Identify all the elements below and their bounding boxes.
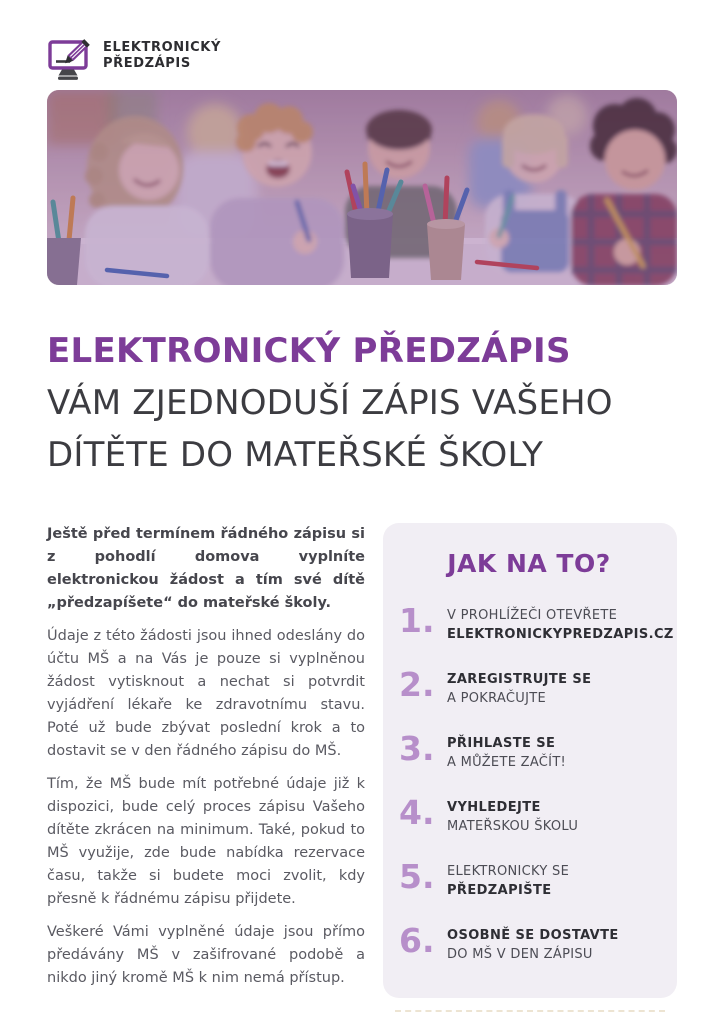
paragraph-2: Údaje z této žádosti jsou ihned odeslány do účtu MŠ a na Vás je pouze si vyplněnou žádost vytisknout a nechat si potvrdit vyjádření lékaře ke zdravotnímu stavu. Poté už bude zbývat poslední krok a to dostavit se v den řádného zápisu do MŠ. <box>47 628 365 759</box>
step-text <box>447 924 619 964</box>
howto-step-5 <box>399 857 659 900</box>
hero-children-photo <box>47 90 677 285</box>
step-line-emphasis: ELEKTRONICKYPREDZAPIS.CZ <box>447 627 674 642</box>
howto-step-1 <box>399 601 674 644</box>
step-line: V PROHLÍŽEČI OTEVŘETE <box>447 608 618 623</box>
step-line: MATEŘSKOU ŠKOLU <box>447 819 579 834</box>
step-line-emphasis: VYHLEDEJTE <box>447 800 541 815</box>
step-text <box>447 860 569 900</box>
headline <box>47 325 677 481</box>
main-content <box>47 523 677 1012</box>
step-line: A MŮŽETE ZAČÍT! <box>447 755 567 770</box>
step-text <box>447 796 578 836</box>
step-number: 3. <box>399 729 435 768</box>
step-number: 2. <box>399 665 435 704</box>
step-line: DO MŠ V DEN ZÁPISU <box>447 947 593 962</box>
howto-step-6 <box>399 921 659 964</box>
howto-step-3 <box>399 729 659 772</box>
paragraph-4: Veškeré Vámi vyplněné údaje jsou přímo předávány MŠ v zašifrované podobě a nikdo jiný kromě MŠ k nim nemá přístup. <box>47 924 365 986</box>
logo-text-line1: ELEKTRONICKÝ <box>103 40 221 55</box>
step-line-emphasis: OSOBNĚ SE DOSTAVTE <box>447 928 619 943</box>
step-text <box>447 668 591 708</box>
headline-line3: DÍTĚTE DO MATEŘSKÉ ŠKOLY <box>47 435 544 475</box>
intro-paragraph: Ještě před termínem řádného zápisu si z pohodlí domova vyplníte elektronickou žádost a tím své dítě „předzapíšete“ do mateřské školy. <box>47 526 365 611</box>
step-number: 5. <box>399 857 435 896</box>
dashed-divider <box>395 1010 665 1012</box>
step-number: 6. <box>399 921 435 960</box>
monitor-pencil-logo-icon <box>47 30 93 82</box>
step-number: 4. <box>399 793 435 832</box>
logo-text <box>103 40 221 72</box>
step-line-emphasis: PŘIHLASTE SE <box>447 736 556 751</box>
step-line: ELEKTRONICKY SE <box>447 864 570 879</box>
logo-text-line2: PŘEDZÁPIS <box>103 56 191 71</box>
howto-title: JAK NA TO? <box>447 549 611 578</box>
step-line-emphasis: ZAREGISTRUJTE SE <box>447 672 592 687</box>
headline-accent-line: ELEKTRONICKÝ PŘEDZÁPIS <box>47 331 571 371</box>
howto-step-2 <box>399 665 659 708</box>
step-line: A POKRAČUJTE <box>447 691 546 706</box>
header <box>47 30 677 82</box>
paragraph-3: Tím, že MŠ bude mít potřebné údaje již k dispozici, bude celý proces zápisu Vašeho dítěte zkrácen na minimum. Také, pokud to MŠ využije, zde bude nabídka rezervace času, takže si budete moci zvolit, kdy přesně k řádnému zápisu přijdete. <box>47 776 365 907</box>
step-line-emphasis: PŘEDZAPIŠTE <box>447 883 552 898</box>
howto-step-4 <box>399 793 659 836</box>
body-text-column <box>47 523 365 1012</box>
step-text <box>447 604 674 644</box>
headline-line2: VÁM ZJEDNODUŠÍ ZÁPIS VAŠEHO <box>47 383 613 423</box>
step-number: 1. <box>399 601 435 640</box>
howto-column <box>383 523 677 1012</box>
howto-panel <box>383 523 677 998</box>
step-text <box>447 732 566 772</box>
